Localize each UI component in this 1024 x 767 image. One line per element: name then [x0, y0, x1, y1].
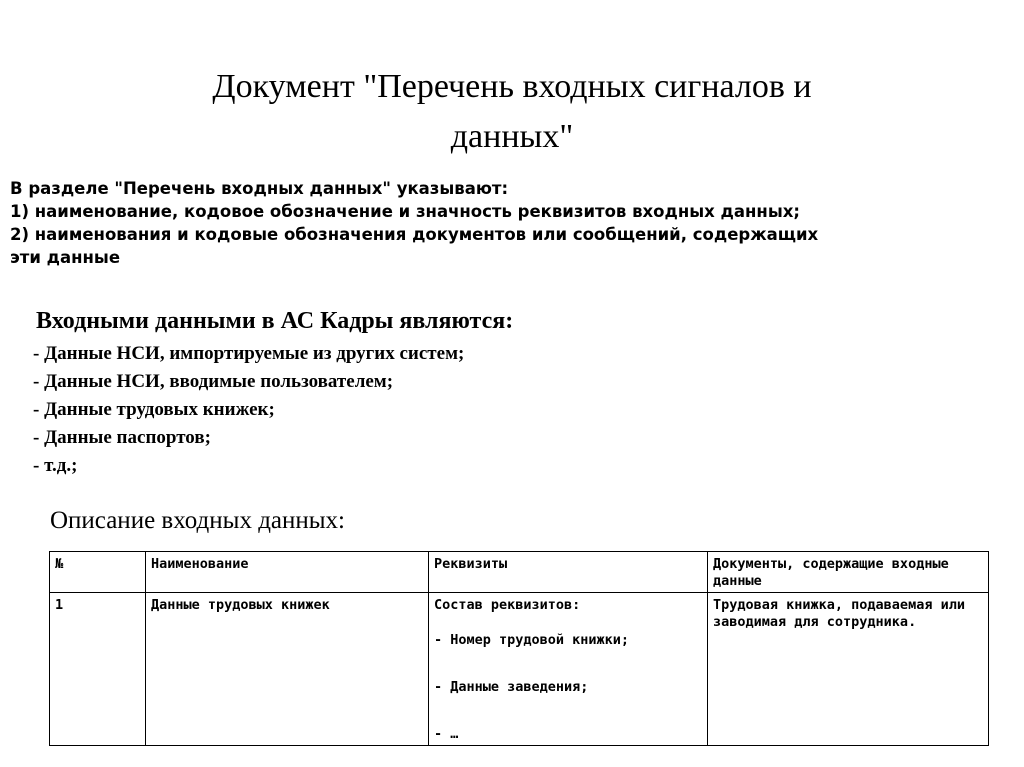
requisites-title: Состав реквизитов:	[434, 597, 581, 613]
cell-requisites	[429, 593, 708, 746]
cell-name: Данные трудовых книжек	[146, 593, 429, 746]
requisite-item: - Номер трудовой книжки;	[434, 632, 630, 648]
intro-text	[10, 177, 1010, 269]
requisite-item: - …	[434, 726, 459, 742]
table-header-row	[50, 552, 989, 593]
list-item: - Данные НСИ, вводимые пользователем;	[33, 371, 394, 392]
page-title	[100, 62, 924, 162]
list-item: - Данные трудовых книжек;	[33, 399, 275, 420]
header-number: №	[50, 552, 146, 593]
intro-line-3: 2) наименования и кодовые обозначения документов или сообщений, содержащих	[10, 225, 819, 244]
intro-line-4: эти данные	[10, 248, 121, 267]
input-data-table	[49, 551, 989, 746]
input-data-heading: Входными данными в АС Кадры являются:	[36, 308, 514, 334]
list-item: - Данные НСИ, импортируемые из других систем;	[33, 343, 465, 364]
list-item: - т.д.;	[33, 455, 78, 476]
input-data-list	[33, 340, 733, 480]
title-line-2: данных"	[450, 118, 574, 155]
table-row	[50, 593, 989, 746]
title-line-1: Документ "Перечень входных сигналов и	[212, 68, 812, 105]
header-requisites: Реквизиты	[429, 552, 708, 593]
requisite-item: - Данные заведения;	[434, 679, 589, 695]
input-data-section	[33, 303, 733, 480]
cell-number: 1	[50, 593, 146, 746]
header-documents: Документы, содержащие входные данные	[708, 552, 989, 593]
header-name: Наименование	[146, 552, 429, 593]
intro-line-2: 1) наименование, кодовое обозначение и значность реквизитов входных данных;	[10, 202, 800, 221]
list-item: - Данные паспортов;	[33, 427, 211, 448]
description-heading: Описание входных данных:	[50, 507, 346, 534]
intro-line-1: В разделе "Перечень входных данных" указывают:	[10, 179, 509, 198]
cell-documents: Трудовая книжка, подаваемая или заводимая для сотрудника.	[708, 593, 989, 746]
